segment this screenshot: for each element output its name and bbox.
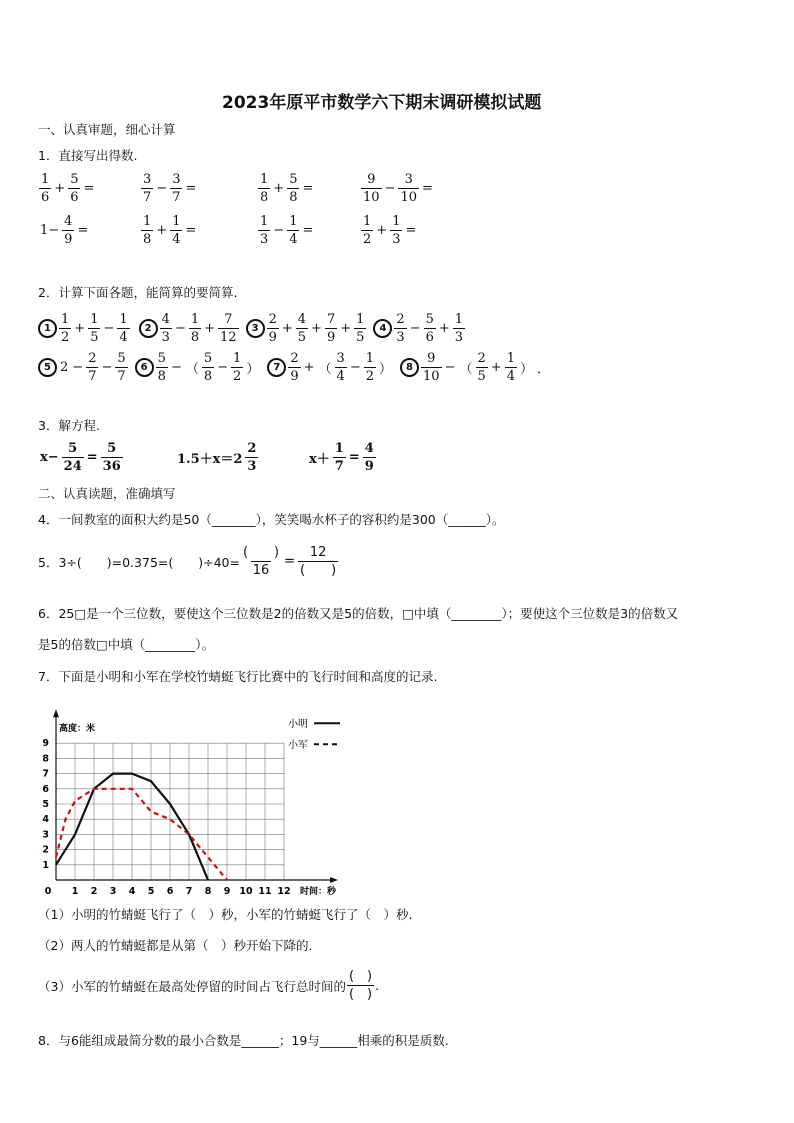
- flight-line-chart: [30, 695, 390, 895]
- y-tick-label: 6: [42, 783, 49, 795]
- x-tick-label: 2: [90, 886, 98, 897]
- y-tick-label: 5: [42, 799, 49, 810]
- q1-item: $\frac{1}{3}$ − $\frac{1}{4}$ =: [260, 214, 314, 247]
- y-axis-arrow: [53, 709, 59, 717]
- question-4: 4．一间教室的面积大约是50（_______），笑笑喝水杯子的容积约是300（______）。: [38, 512, 505, 527]
- y-tick-label: 9: [42, 738, 49, 750]
- question-7-sub-2: （2）两人的竹蜻蜓都是从第（ ）秒开始下降的.: [38, 938, 313, 953]
- q2-row-1: 1 $\frac{1}{2}$ + $\frac{1}{5}$ − $\frac{1}{4}$ 2 $\frac{4}{3}$ − $\frac{1}{8}$ + $\frac{7}{12}$ 3 $\frac{2}{9}$ + $\frac{4}{5}$ + $\frac{7}{9}$ + $\frac{1}{5}$ 4 $\frac{2}{3}$ − $\frac{5}{6}$ + $\frac{1}{3}$: [38, 311, 466, 346]
- x-tick-label: 3: [109, 886, 117, 897]
- q1-item: $\frac{1}{8}$ + $\frac{5}{8}$ =: [260, 172, 314, 205]
- x-tick-label: 11: [258, 886, 272, 897]
- x-tick-label: 0: [44, 886, 52, 897]
- legend-label: 小军: [288, 740, 308, 752]
- question-6-line-1: 6．25□是一个三位数，要使这个三位数是2的倍数又是5的倍数，□中填（________）；要使这个三位数是3的倍数又: [38, 606, 679, 621]
- x-tick-label: 10: [239, 886, 253, 897]
- item-marker: 2: [139, 319, 158, 338]
- y-tick-label: 7: [42, 768, 49, 780]
- x-tick-label: 9: [223, 886, 231, 897]
- question-2-label: 2．计算下面各题，能简算的要简算.: [38, 285, 238, 300]
- q2-row-2: 5 2 − $\frac{2}{7}$ − $\frac{5}{7}$ 6 $\frac{5}{8}$ − （ $\frac{5}{8}$ − $\frac{1}{2}$ ） 7 $\frac{2}{9}$ + （ $\frac{3}{4}$ − $\frac{1}{2}$ ） 8 $\frac{9}{10}$ − （ $\frac{2}{5}$ + $\frac{1}{4}$ ） ．: [38, 350, 552, 385]
- question-3-label: 3．解方程.: [38, 418, 100, 433]
- page-title: 2023年原平市数学六下期末调研模拟试题: [222, 93, 542, 113]
- x-tick-label: 4: [128, 886, 136, 897]
- item-marker: 7: [267, 358, 286, 377]
- y-tick-label: 1: [42, 859, 49, 871]
- q1-item: $\frac{3}{7}$ − $\frac{3}{7}$ =: [143, 172, 197, 205]
- y-axis-label: 高度：米: [59, 724, 96, 735]
- x-tick-label: 12: [277, 886, 291, 897]
- q1-item: $\frac{1}{8}$ + $\frac{1}{4}$ =: [143, 214, 197, 247]
- item-marker: 6: [135, 358, 154, 377]
- section-heading-1: 一、认真审题，细心计算: [38, 122, 176, 137]
- q1-item: $\frac{1}{6}$ + $\frac{5}{6}$ =: [41, 172, 95, 205]
- question-5: 5．3÷( )=0.375=( )÷40= $\frac{( )}{16}$ = $\frac{12}{( )}$: [38, 545, 337, 578]
- question-7-sub-3: （3）小军的竹蜻蜓在最高处停留的时间占飞行总时间的 $\frac{( )}{( )}$ .: [38, 969, 380, 1002]
- equation-1: x− $\frac{5}{24}$ = $\frac{5}{36}$: [40, 441, 121, 474]
- x-axis-label: 时间：秒: [300, 887, 337, 897]
- equation-2: 1.5＋x＝2 $\frac{2}{3}$: [177, 441, 257, 474]
- equation-3: x＋ $\frac{1}{7}$ = $\frac{4}{9}$: [309, 441, 374, 474]
- y-tick-label: 2: [42, 844, 49, 856]
- item-marker: 8: [400, 358, 419, 377]
- question-7-label: 7．下面是小明和小军在学校竹蜻蜓飞行比赛中的飞行时间和高度的记录.: [38, 669, 438, 684]
- item-marker: 5: [38, 358, 57, 377]
- x-tick-label: 7: [185, 886, 193, 897]
- x-tick-label: 8: [204, 886, 212, 897]
- question-1-label: 1．直接写出得数.: [38, 148, 138, 163]
- question-7-sub-1: （1）小明的竹蜻蜓飞行了（ ）秒，小军的竹蜻蜓飞行了（ ）秒.: [38, 907, 413, 922]
- q1-item: $\frac{9}{10}$ − $\frac{3}{10}$ =: [363, 172, 433, 205]
- x-tick-label: 1: [71, 886, 79, 897]
- q1-item: $\frac{1}{2}$ + $\frac{1}{3}$ =: [363, 214, 417, 247]
- y-tick-label: 3: [42, 829, 49, 841]
- y-tick-label: 4: [42, 814, 49, 826]
- item-marker: 1: [38, 319, 57, 338]
- question-6-line-2: 是5的倍数□中填（________）。: [38, 637, 215, 652]
- x-tick-label: 5: [147, 886, 155, 897]
- legend-label: 小明: [288, 719, 308, 731]
- section-heading-2: 二、认真读题，准确填写: [38, 486, 176, 501]
- question-8: 8．与6能组成最简分数的最小合数是______；19与______相乘的积是质数.: [38, 1033, 449, 1048]
- item-marker: 3: [246, 319, 265, 338]
- item-marker: 4: [373, 319, 392, 338]
- y-tick-label: 8: [42, 753, 49, 765]
- q1-item: 1− $\frac{4}{9}$ =: [40, 214, 89, 247]
- x-tick-label: 6: [166, 886, 174, 897]
- x-axis-arrow: [330, 877, 338, 883]
